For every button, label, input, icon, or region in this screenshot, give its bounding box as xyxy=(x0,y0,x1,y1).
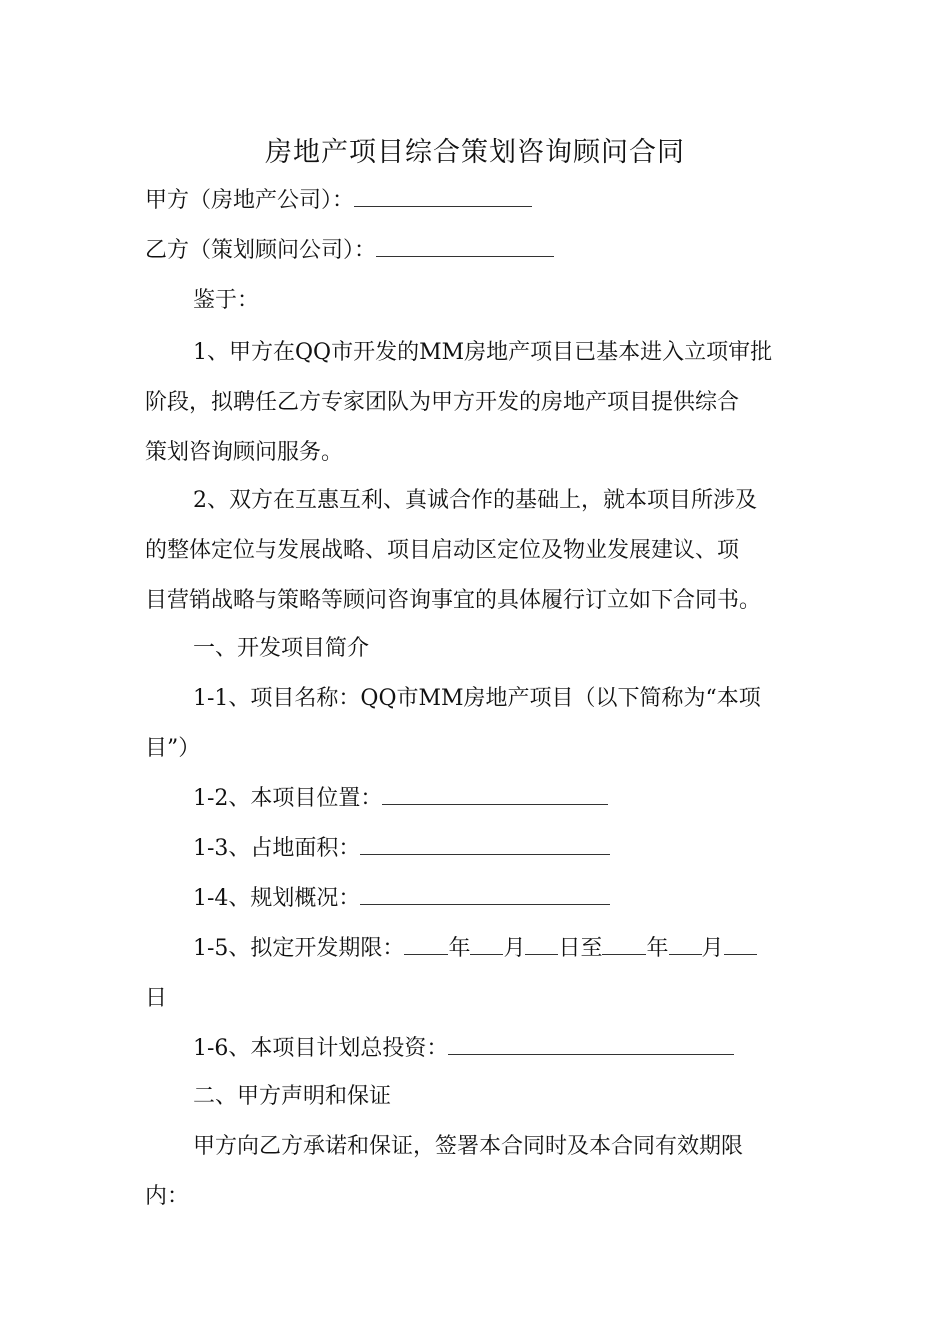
section2-heading: 二、甲方声明和保证 xyxy=(193,1084,392,1109)
item5-year2-blank[interactable] xyxy=(602,932,646,955)
item6-blank[interactable] xyxy=(448,1032,734,1055)
document-title: 房地产项目综合策划咨询顾问合同 xyxy=(265,137,685,168)
clause2-line3: 目营销战略与策略等顾问咨询事宜的具体履行订立如下合同书。 xyxy=(145,588,762,613)
section1-heading: 一、开发项目简介 xyxy=(193,636,370,661)
item1-line1: 1-1、项目名称：QQ市MM房地产项目（以下简称为“本项 xyxy=(193,686,761,711)
item5-day2-blank[interactable] xyxy=(724,932,757,955)
item5-month2-blank[interactable] xyxy=(669,932,702,955)
whereas-label: 鉴于： xyxy=(193,288,260,313)
item5-line2: 日 xyxy=(145,986,168,1011)
party-b-blank[interactable] xyxy=(376,234,554,257)
item5-month1: 月 xyxy=(503,936,526,961)
item6-label: 1-6、本项目计划总投资： xyxy=(193,1036,449,1061)
item1-line2: 目”） xyxy=(145,736,201,761)
section2-para-line2: 内： xyxy=(145,1184,190,1209)
item5-year1: 年 xyxy=(448,936,471,961)
item3-label: 1-3、占地面积： xyxy=(193,836,361,861)
item4-blank[interactable] xyxy=(360,882,610,905)
item5-label: 1-5、拟定开发期限： xyxy=(193,936,405,961)
party-b-label: 乙方（策划顾问公司）： xyxy=(145,238,377,263)
party-b-line xyxy=(145,226,810,276)
item2-line xyxy=(193,774,858,824)
item5-month2: 月 xyxy=(701,936,724,961)
item2-blank[interactable] xyxy=(382,782,608,805)
clause2-line1: 2、双方在互惠互利、真诚合作的基础上，就本项目所涉及 xyxy=(193,488,757,513)
party-a-blank[interactable] xyxy=(354,184,532,207)
section2-para-line1: 甲方向乙方承诺和保证，签署本合同时及本合同有效期限 xyxy=(193,1134,744,1159)
item5-month1-blank[interactable] xyxy=(470,932,503,955)
item5-line1 xyxy=(193,924,858,974)
clause1-line2: 阶段，拟聘任乙方专家团队为甲方开发的房地产项目提供综合 xyxy=(145,390,740,415)
item3-blank[interactable] xyxy=(360,832,610,855)
clause1-line1: 1、甲方在QQ市开发的MM房地产项目已基本进入立项审批 xyxy=(193,340,773,365)
item6-line xyxy=(193,1024,858,1074)
item3-line xyxy=(193,824,858,874)
clause2-line2: 的整体定位与发展战略、项目启动区定位及物业发展建议、项 xyxy=(145,538,740,563)
party-a-line xyxy=(145,176,810,226)
item5-day1-blank[interactable] xyxy=(525,932,558,955)
item4-label: 1-4、规划概况： xyxy=(193,886,361,911)
party-a-label: 甲方（房地产公司）： xyxy=(145,188,355,213)
item5-day1: 日至 xyxy=(558,936,603,961)
item5-year2: 年 xyxy=(646,936,669,961)
clause1-line3: 策划咨询顾问服务。 xyxy=(145,440,344,465)
item2-label: 1-2、本项目位置： xyxy=(193,786,383,811)
item5-year1-blank[interactable] xyxy=(404,932,448,955)
item4-line xyxy=(193,874,858,924)
